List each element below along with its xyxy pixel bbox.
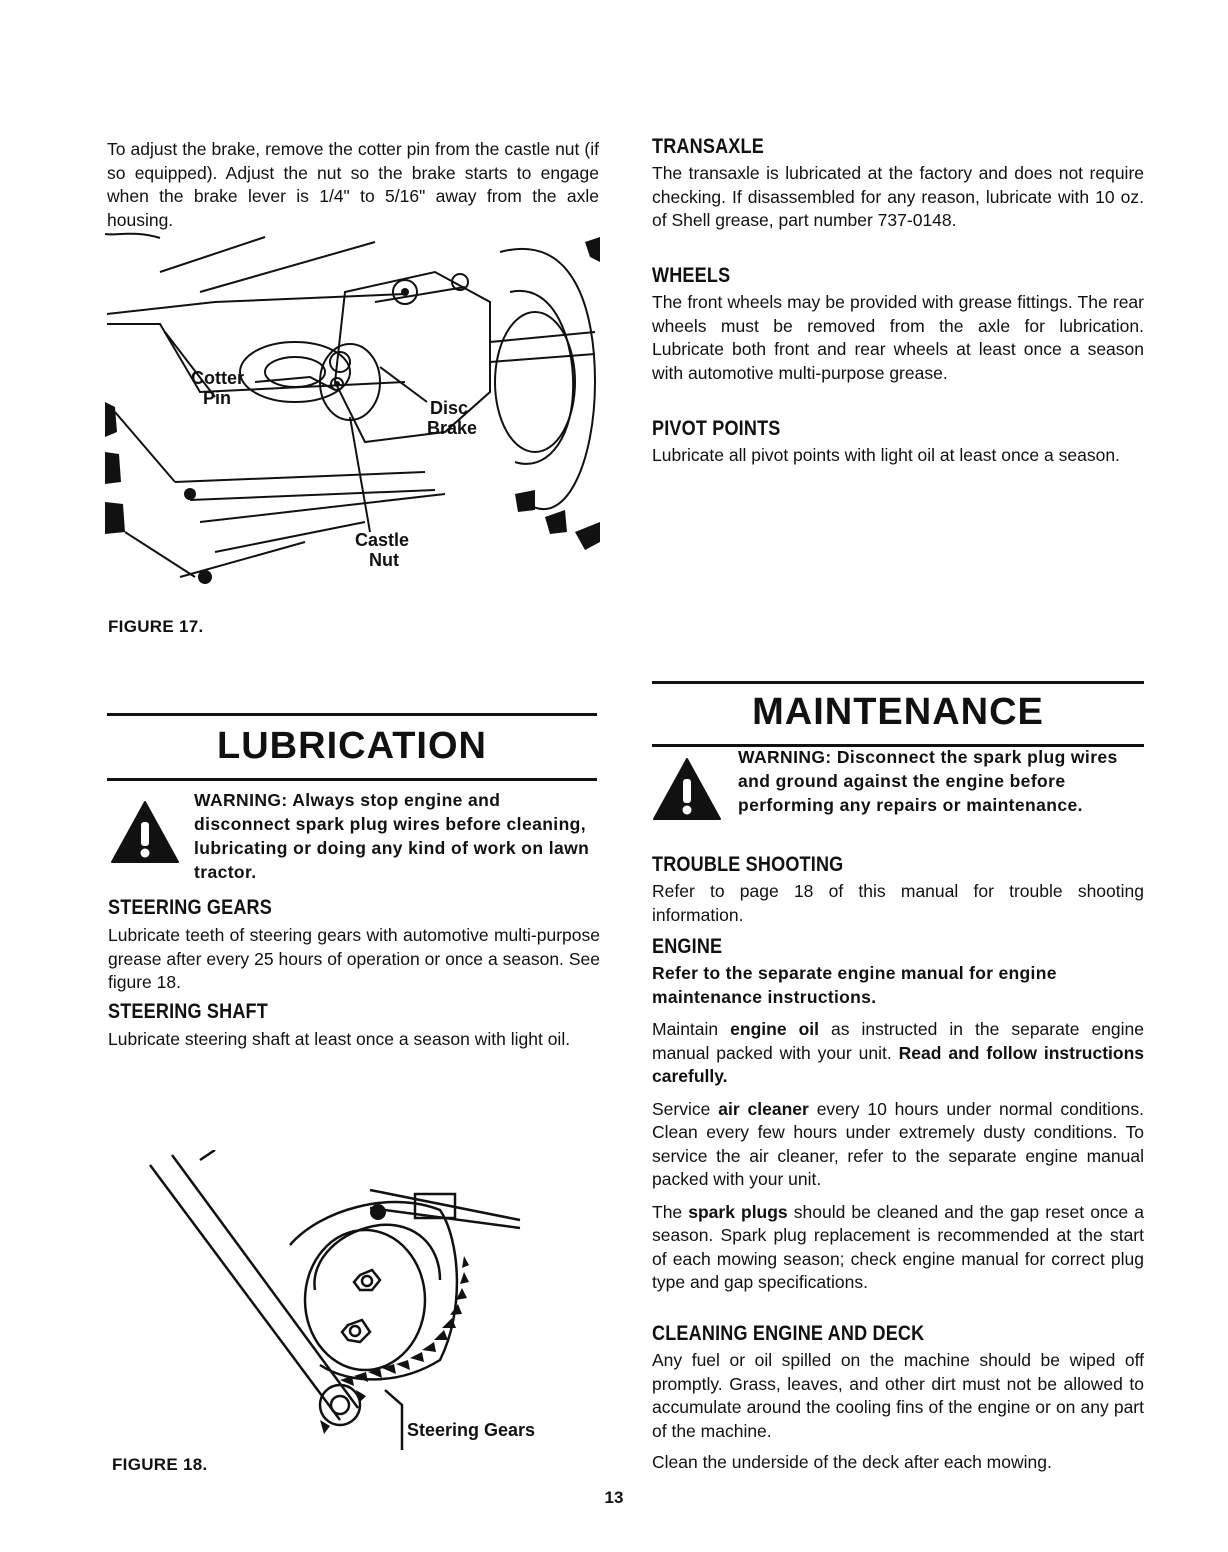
warning-triangle-icon bbox=[652, 757, 722, 822]
figure-17-caption: FIGURE 17. bbox=[108, 617, 204, 636]
warning-triangle-icon bbox=[110, 800, 180, 865]
label-brake: Brake bbox=[427, 418, 478, 438]
label-nut: Nut bbox=[369, 550, 399, 570]
lubrication-warning-text: WARNING: Always stop engine and disconnect spark plug wires before cleaning, lubricating or doing any kind of work on lawn tractor. bbox=[194, 790, 590, 882]
figure-18-caption: FIGURE 18. bbox=[112, 1455, 208, 1474]
air-cleaner-paragraph bbox=[652, 1098, 1144, 1192]
spark-pre: The bbox=[652, 1201, 683, 1222]
trouble-shooting-section bbox=[652, 853, 1144, 927]
lubrication-warning-block bbox=[110, 788, 600, 884]
figure-17 bbox=[105, 232, 600, 597]
spark-plugs-paragraph bbox=[652, 1201, 1144, 1295]
page-number: 13 bbox=[604, 1488, 624, 1507]
engine-oil-paragraph bbox=[652, 1018, 1144, 1089]
wheels-text: The front wheels may be provided with grease fittings. The rear wheels must be removed from the axle for lubrication. Lubricate both front and rear wheels at least once a season with automotive multi-purpose grease. bbox=[652, 292, 1144, 383]
steering-gears-section bbox=[108, 896, 600, 995]
rule-top bbox=[107, 713, 597, 716]
label-steering-gears: Steering Gears bbox=[407, 1420, 536, 1440]
cleaning-section bbox=[652, 1322, 1144, 1475]
trouble-shooting-text: Refer to page 18 of this manual for trouble shooting information. bbox=[652, 881, 1144, 925]
brake-adjust-text: To adjust the brake, remove the cotter pin from the castle nut (if so equipped). Adjust the nut so the brake starts to engage when the brake lever is 1/4" to 5/16" away from the axle housing. bbox=[107, 139, 599, 230]
steering-shaft-section bbox=[108, 1000, 600, 1052]
spark-bold: spark plugs bbox=[688, 1201, 788, 1222]
engine-oil-post: as instructed in the separate engine manual packed with your unit. bbox=[652, 1019, 1144, 1063]
rule-top bbox=[652, 681, 1144, 684]
engine-oil-bold: engine oil bbox=[730, 1019, 819, 1039]
label-disc: Disc bbox=[430, 398, 469, 418]
steering-shaft-text: Lubricate steering shaft at least once a season with light oil. bbox=[108, 1029, 571, 1049]
air-post: every 10 hours under normal conditions. Clean every few hours under extremely dusty conditions. To service the air cleaner, refer to the separate engine manual packed with your unit. bbox=[652, 1098, 1144, 1189]
pivot-points-heading: PIVOT POINTS bbox=[652, 417, 781, 440]
cleaning-heading: CLEANING ENGINE AND DECK bbox=[652, 1322, 925, 1345]
maintenance-title: MAINTENANCE bbox=[752, 691, 1044, 733]
transaxle-section bbox=[652, 135, 1144, 233]
cleaning-text: Any fuel or oil spilled on the machine should be wiped off promptly. Grass, leaves, and other dirt must not be allowed to accumulate around the cooling fins of the engine or on any part of the machine. bbox=[652, 1350, 1144, 1441]
engine-oil-bold2: Read and follow instructions carefully. bbox=[652, 1042, 1144, 1086]
wheels-heading: WHEELS bbox=[652, 264, 731, 287]
rule-bottom bbox=[107, 778, 597, 781]
deck-text: Clean the underside of the deck after each mowing. bbox=[652, 1452, 1052, 1472]
figure-18 bbox=[140, 1150, 560, 1450]
transaxle-text: The transaxle is lubricated at the factory and does not require checking. If disassembled for any reason, lubricate with 10 oz. of Shell grease, part number 737-0148. bbox=[652, 163, 1144, 230]
wheels-section bbox=[652, 264, 1144, 385]
maintenance-section bbox=[652, 681, 1144, 747]
engine-oil-pre: Maintain bbox=[652, 1019, 719, 1039]
label-castle: Castle bbox=[355, 530, 410, 550]
lubrication-section bbox=[107, 713, 597, 781]
spark-post: should be cleaned and the gap reset once a season. Spark plug replacement is recommended at the start of each mowing season; check engine manual for correct plug type and gap specifications. bbox=[652, 1201, 1144, 1292]
figure-18-illustration bbox=[140, 1150, 560, 1450]
steering-shaft-heading: STEERING SHAFT bbox=[108, 1000, 268, 1023]
pivot-points-text: Lubricate all pivot points with light oil at least once a season. bbox=[652, 445, 1120, 465]
engine-section bbox=[652, 935, 1144, 1295]
air-pre: Service bbox=[652, 1098, 711, 1119]
maintenance-warning-block bbox=[652, 745, 1144, 817]
label-cotter: Cotter bbox=[191, 368, 244, 388]
trouble-shooting-heading: TROUBLE SHOOTING bbox=[652, 853, 844, 876]
steering-gears-text: Lubricate teeth of steering gears with automotive multi-purpose grease after every 25 hours of operation or once a season. See figure 18. bbox=[108, 925, 600, 992]
maintenance-warning-text: WARNING: Disconnect the spark plug wires and ground against the engine before performing any repairs or maintenance. bbox=[738, 747, 1118, 815]
engine-heading: ENGINE bbox=[652, 935, 723, 958]
transaxle-heading: TRANSAXLE bbox=[652, 135, 764, 158]
left-column bbox=[107, 138, 599, 232]
air-bold: air cleaner bbox=[718, 1098, 809, 1119]
engine-note: Refer to the separate engine manual for engine maintenance instructions. bbox=[652, 963, 1057, 1007]
steering-gears-heading: STEERING GEARS bbox=[108, 896, 272, 919]
label-pin: Pin bbox=[203, 388, 232, 408]
figure-17-illustration bbox=[105, 232, 600, 597]
lubrication-title: LUBRICATION bbox=[217, 725, 487, 767]
pivot-points-section bbox=[652, 417, 1144, 468]
